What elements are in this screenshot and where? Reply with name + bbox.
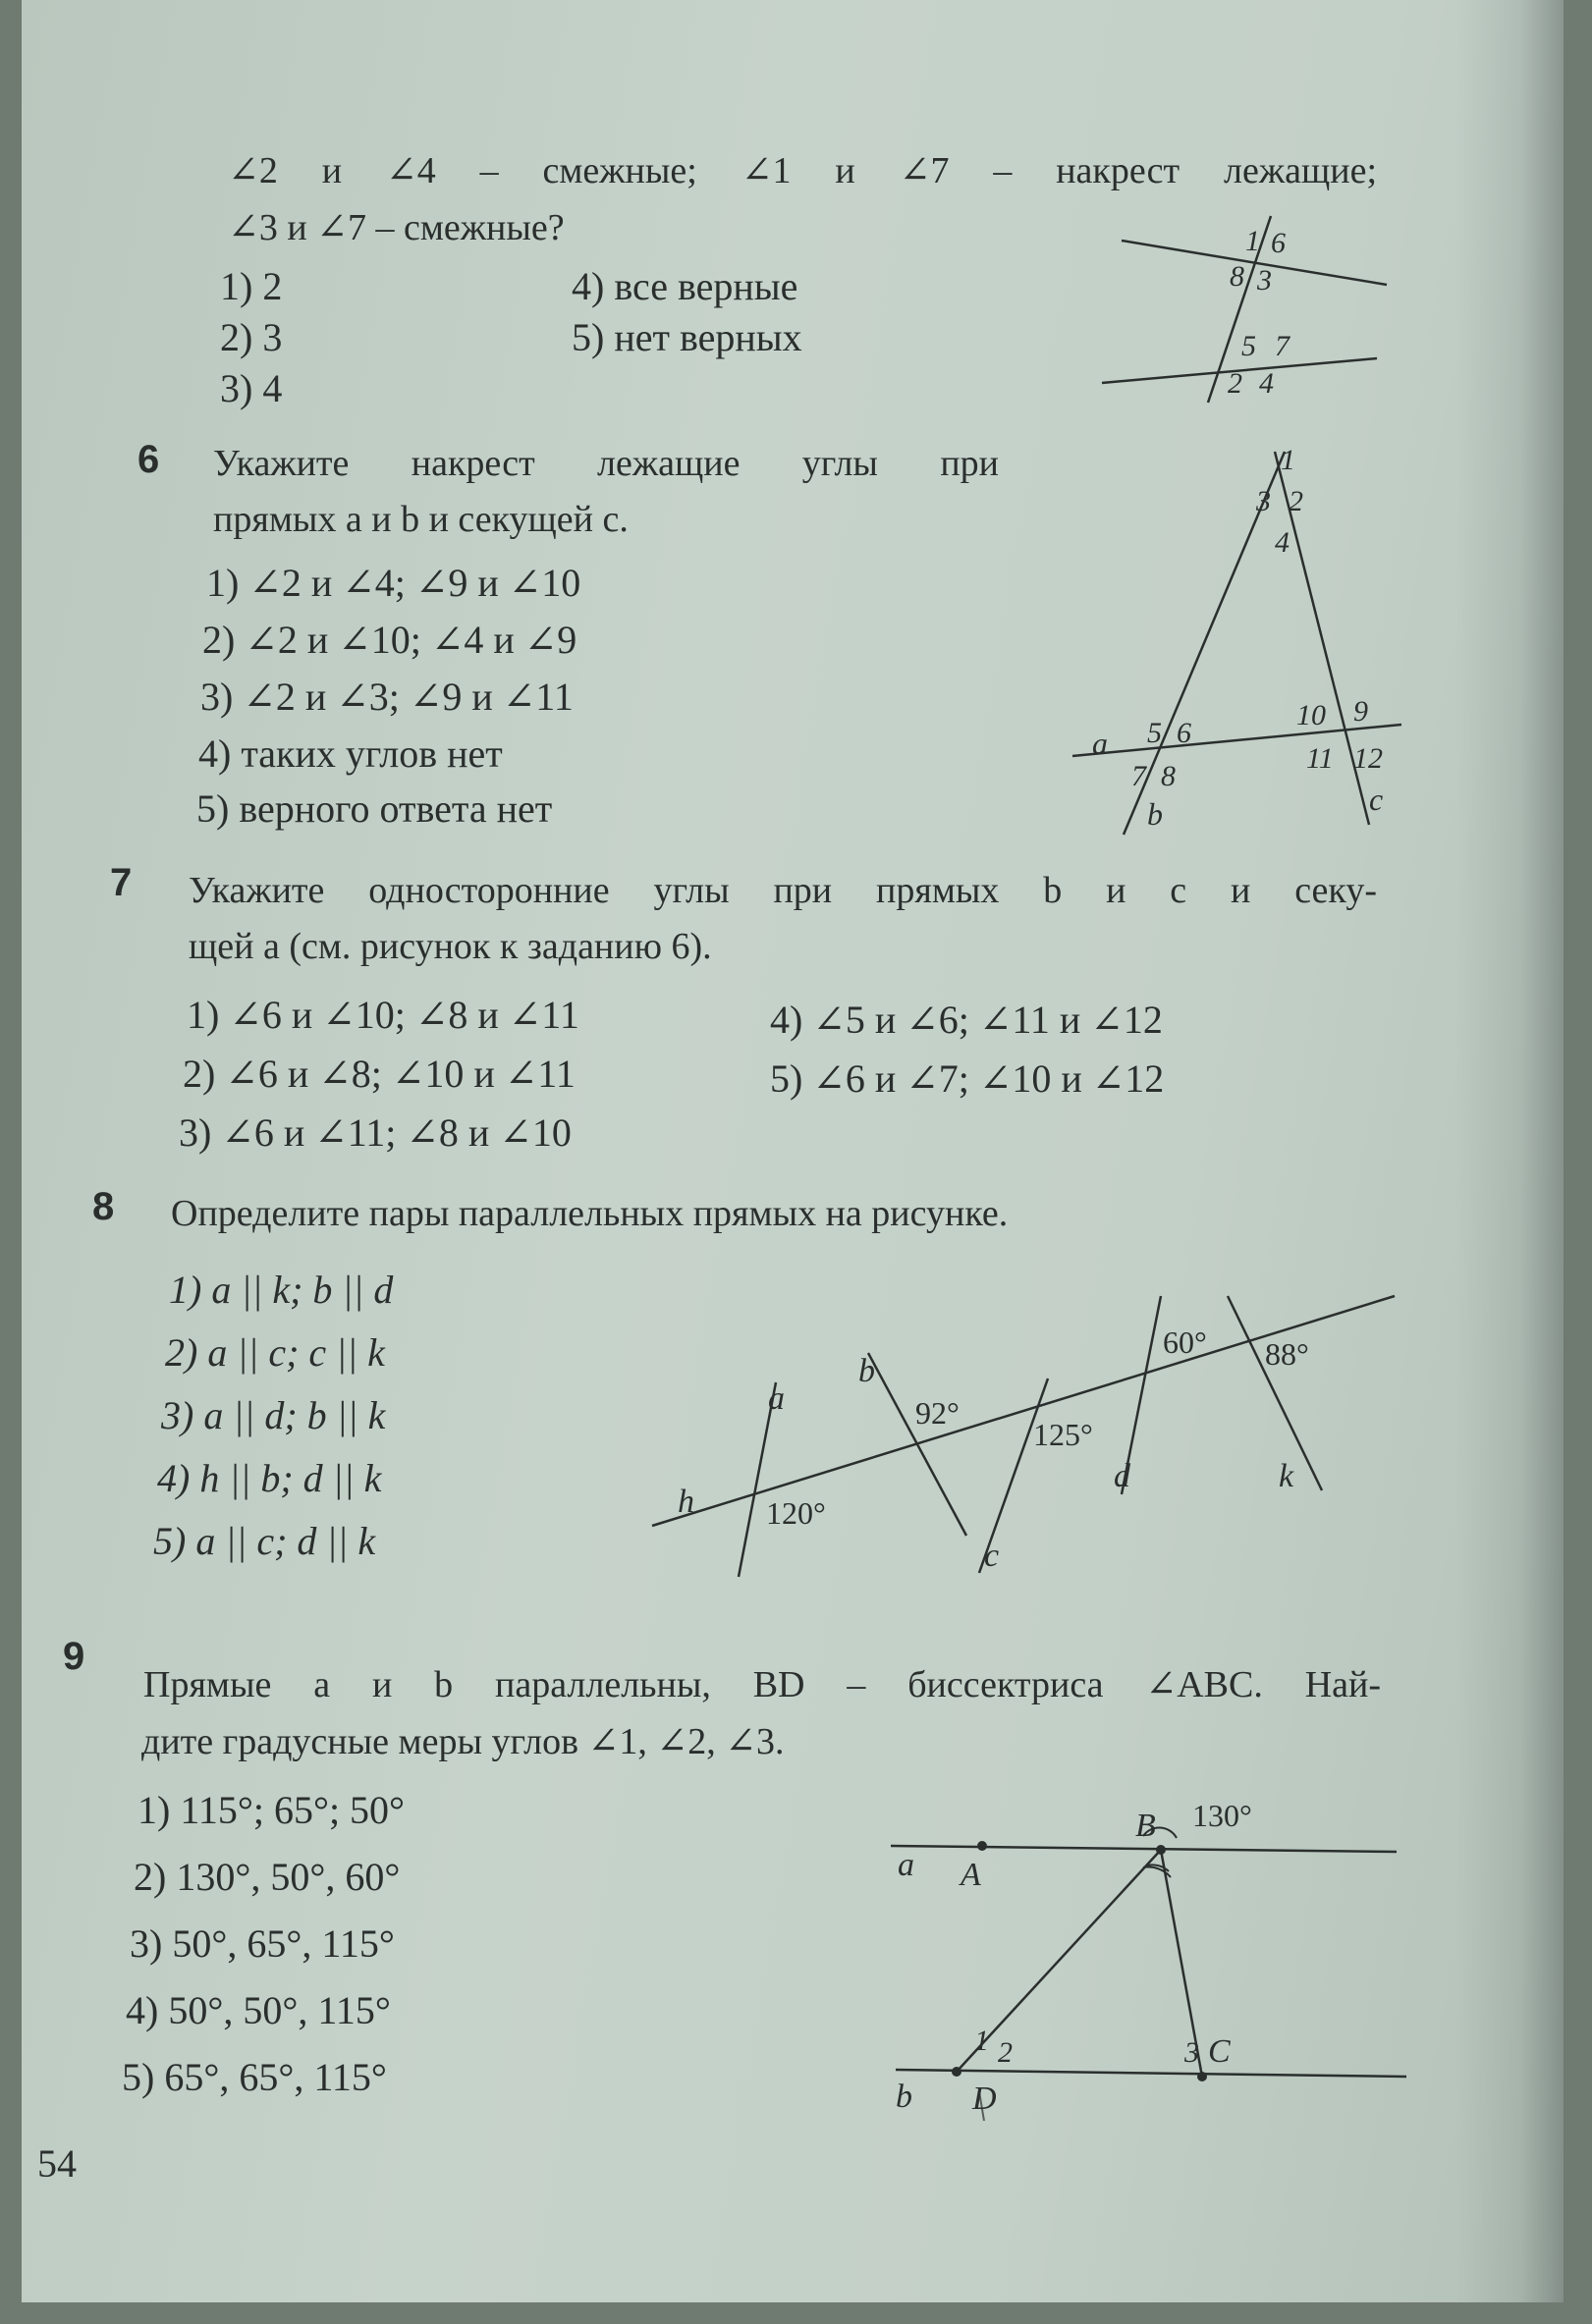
q6-line2: прямых a и b и секущей c. — [213, 499, 629, 540]
q8-fig-label-h: h — [678, 1484, 694, 1520]
q8-fig-label-c: c — [984, 1538, 1000, 1574]
q6-fig-label-10: 10 — [1296, 699, 1326, 731]
q6-option-5: 5) верного ответа нет — [196, 786, 553, 831]
q8-fig-label-60: 60° — [1163, 1324, 1207, 1360]
q5-line2: ∠3 и ∠7 – смежные? — [228, 207, 565, 248]
q7-line1: Укажите односторонние углы при прямых b и c и секу- — [189, 870, 1377, 911]
q6-fig-label-a: a — [1092, 726, 1108, 761]
q9-option-3: 3) 50°, 65°, 115° — [130, 1921, 395, 1966]
q8-option-5: 5) a || c; d || k — [153, 1519, 376, 1563]
q9-fig-label-a: a — [898, 1847, 914, 1883]
q9-fig-label-C: C — [1208, 2033, 1231, 2070]
q9-option-5: 5) 65°, 65°, 115° — [122, 2055, 387, 2099]
q6-fig-label-b: b — [1147, 796, 1163, 832]
q7-line2: щей a (см. рисунок к заданию 6). — [189, 926, 712, 967]
q9-fig-label-A: A — [961, 1857, 981, 1893]
q5-option-2: 2) 3 — [220, 315, 283, 359]
q9-fig-label-2: 2 — [998, 2036, 1013, 2069]
q6-fig-label-8: 8 — [1161, 760, 1176, 792]
q6-option-3: 3) ∠2 и ∠3; ∠9 и ∠11 — [200, 675, 574, 719]
q8-option-2: 2) a || c; c || k — [165, 1330, 385, 1375]
q6-fig-label-9: 9 — [1353, 695, 1368, 728]
q9-fig-label-130: 130° — [1192, 1798, 1252, 1833]
textbook-page — [22, 0, 1564, 2302]
q5-option-3: 3) 4 — [220, 366, 283, 410]
q6-fig-label-12: 12 — [1353, 742, 1383, 775]
q8-option-1: 1) a || k; b || d — [169, 1268, 394, 1312]
q6-fig-label-2: 2 — [1289, 485, 1303, 517]
q5-fig-label-2: 2 — [1228, 367, 1242, 400]
q9-fig-label-D: D — [972, 2081, 997, 2117]
q8-fig-label-120: 120° — [766, 1495, 826, 1531]
q8-fig-label-d: d — [1114, 1458, 1130, 1494]
q6-fig-label-4: 4 — [1275, 526, 1290, 559]
q5-option-1: 1) 2 — [220, 264, 283, 308]
q7-option-1: 1) ∠6 и ∠10; ∠8 и ∠11 — [187, 993, 579, 1037]
q7-number: 7 — [110, 861, 133, 904]
q5-fig-label-5: 5 — [1241, 330, 1256, 362]
page-number: 54 — [37, 2141, 77, 2186]
q7-option-2: 2) ∠6 и ∠8; ∠10 и ∠11 — [183, 1052, 576, 1096]
q8-fig-label-88: 88° — [1265, 1336, 1309, 1372]
q8-fig-label-92: 92° — [915, 1395, 960, 1431]
q6-number: 6 — [137, 438, 160, 481]
q8-number: 8 — [92, 1185, 115, 1228]
q5-fig-label-1: 1 — [1245, 225, 1260, 257]
q9-option-2: 2) 130°, 50°, 60° — [134, 1855, 401, 1899]
q9-number: 9 — [63, 1635, 85, 1678]
q9-fig-label-3: 3 — [1184, 2036, 1199, 2069]
q6-fig-label-7: 7 — [1131, 760, 1146, 792]
q7-option-3: 3) ∠6 и ∠11; ∠8 и ∠10 — [179, 1110, 572, 1155]
q8-option-3: 3) a || d; b || k — [161, 1393, 386, 1437]
q8-fig-label-k: k — [1279, 1458, 1294, 1494]
q9-figure — [856, 1777, 1426, 2121]
q9-option-4: 4) 50°, 50°, 115° — [126, 1988, 391, 2032]
q5-figure — [1082, 211, 1406, 407]
q6-fig-label-3: 3 — [1256, 485, 1271, 517]
q6-fig-label-6: 6 — [1177, 717, 1191, 749]
q8-figure — [650, 1276, 1416, 1591]
q9-fig-label-1: 1 — [974, 2025, 989, 2057]
q9-option-1: 1) 115°; 65°; 50° — [137, 1788, 406, 1832]
q7-option-4: 4) ∠5 и ∠6; ∠11 и ∠12 — [770, 998, 1163, 1042]
q7-option-5: 5) ∠6 и ∠7; ∠10 и ∠12 — [770, 1056, 1165, 1101]
q5-fig-label-8: 8 — [1230, 260, 1244, 293]
q8-fig-label-a: a — [768, 1380, 785, 1417]
q5-fig-label-3: 3 — [1257, 264, 1272, 297]
q9-fig-label-B: B — [1135, 1808, 1156, 1844]
q8-fig-label-125: 125° — [1033, 1417, 1093, 1452]
q9-fig-label-b: b — [896, 2079, 912, 2115]
q5-option-4: 4) все верные — [572, 264, 798, 308]
q8-option-4: 4) h || b; d || k — [157, 1456, 382, 1500]
q6-option-4: 4) таких углов нет — [198, 731, 503, 776]
q5-line1: ∠2 и ∠4 – смежные; ∠1 и ∠7 – накрест лежащие; — [228, 150, 1377, 191]
q6-fig-label-c: c — [1369, 782, 1384, 817]
q6-fig-label-1: 1 — [1281, 444, 1295, 476]
q6-fig-label-5: 5 — [1147, 717, 1162, 749]
q6-line1: Укажите накрест лежащие углы при — [213, 443, 999, 484]
q5-fig-label-4: 4 — [1259, 367, 1274, 400]
q5-fig-label-6: 6 — [1271, 227, 1286, 259]
q8-fig-label-b: b — [858, 1353, 875, 1389]
q5-fig-label-7: 7 — [1275, 330, 1290, 362]
q9-line1: Прямые a и b параллельны, BD – биссектриса ∠ABC. Най- — [143, 1664, 1381, 1705]
page-spine-shadow — [1455, 0, 1564, 2302]
q6-fig-label-11: 11 — [1306, 742, 1334, 775]
q6-figure — [1053, 442, 1416, 844]
q5-option-5: 5) нет верных — [572, 315, 802, 359]
q6-option-2: 2) ∠2 и ∠10; ∠4 и ∠9 — [202, 618, 577, 662]
q9-line2: дите градусные меры углов ∠1, ∠2, ∠3. — [141, 1721, 785, 1762]
q8-line1: Определите пары параллельных прямых на рисунке. — [171, 1193, 1009, 1234]
q6-option-1: 1) ∠2 и ∠4; ∠9 и ∠10 — [206, 561, 581, 605]
